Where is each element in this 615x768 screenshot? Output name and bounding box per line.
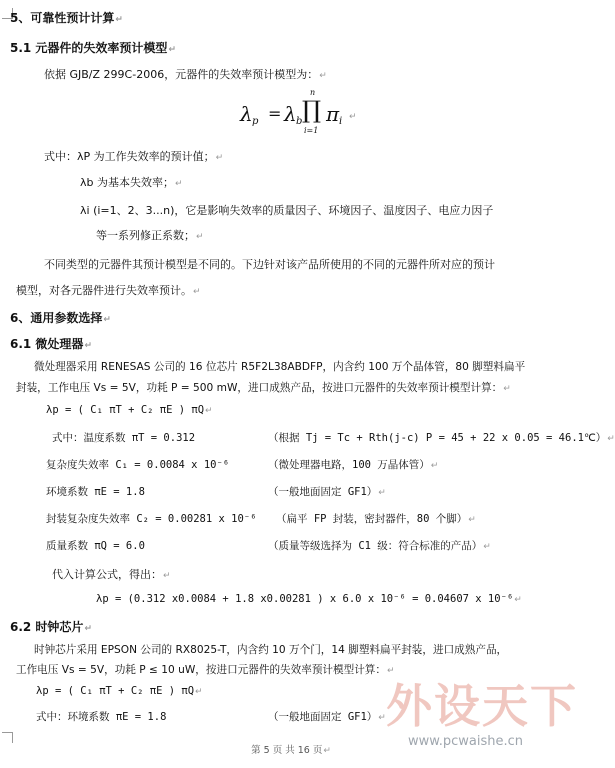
rtc-environment-coefficient: 式中：环境系数 πE = 1.8 [36, 711, 167, 723]
failure-rate-formula [240, 88, 410, 138]
page-number: 第 5 页 共 16 页 [251, 745, 323, 756]
section-5-1-intro: 依据 GJB/Z 299C-2006，元器件的失效率预计模型为：↵ [44, 68, 327, 81]
cpu-substitute-label: 代入计算公式，得出：↵ [52, 568, 171, 581]
formula-product-bottom: i=1 [304, 126, 319, 135]
cpu-failure-rate-result: λp = (0.312 x0.0084 + 1.8 x0.00281 ) x 6.0 x 10⁻⁶ = 0.04607 x 10⁻⁶↵ [96, 593, 522, 605]
cpu-temperature-coefficient: 式中：温度系数 πT = 0.312 [52, 432, 196, 444]
cpu-complexity-rate: 复杂度失效率 C₁ = 0.0084 x 10⁻⁶ [46, 459, 230, 471]
formula-lambda-p-sub: p [252, 116, 259, 127]
formula-lambda-b-sub: b [296, 116, 303, 127]
cpu-environment-note: （一般地面固定 GF1）↵ [268, 486, 386, 498]
section-6-2-heading: 6.2 时钟芯片↵ [10, 620, 92, 634]
section-5-1-paragraph-line1: 不同类型的元器件其预计模型是不同的。下边针对该产品所使用的不同的元器件所对应的预计 [44, 258, 495, 271]
rtc-environment-note: （一般地面固定 GF1）↵ [268, 711, 386, 723]
watermark-url: www.pcwaishe.cn [408, 734, 523, 749]
formula-lambda-p: λ [240, 102, 253, 126]
page-footer: 第 5 页 共 16 页↵ [251, 745, 331, 756]
formula-pi-sub: i [339, 116, 343, 127]
cpu-complexity-note: （微处理器电路，100 万晶体管）↵ [268, 459, 439, 471]
where-lambda-p: 式中：λP 为工作失效率的预计值；↵ [44, 150, 224, 163]
section-5-1-paragraph-line2: 模型，对各元器件进行失效率预计。↵ [16, 284, 201, 297]
cpu-package-note: （扁平 FP 封装，密封器件，80 个脚）↵ [276, 513, 476, 525]
product-symbol-icon: ∏ [302, 96, 322, 124]
section-5-1-heading: 5.1 元器件的失效率预计模型↵ [10, 41, 176, 55]
cpu-package-rate: 封装复杂度失效率 C₂ = 0.00281 x 10⁻⁶ [46, 513, 257, 525]
section-5-heading: 5、可靠性预计计算↵ [10, 11, 123, 25]
section-6-heading: 6、通用参数选择↵ [10, 311, 111, 325]
where-lambda-i-line1: λi (i=1、2、3...n)，它是影响失效率的质量因子、环境因子、温度因子、电应力因子 [80, 204, 494, 217]
formula-lambda-b: λ [284, 102, 297, 126]
paragraph-mark-icon: ↵ [349, 112, 357, 122]
section-6-2-paragraph-line2: 工作电压 Vs = 5V，功耗 P ≤ 10 uW，按进口元器件的失效率预计模型计算：↵ [16, 664, 395, 676]
cpu-temperature-note: （根据 Tj = Tc + Rth(j-c) P = 45 + 22 x 0.05 = 46.1℃）↵ [268, 432, 615, 444]
section-6-1-paragraph-line2: 封装，工作电压 Vs = 5V，功耗 P = 500 mW，进口成熟产品，按进口元器件的失效率预计模型计算：↵ [16, 382, 511, 394]
cpu-quality-coefficient: 质量系数 πQ = 6.0 [46, 540, 145, 552]
formula-pi: π [326, 102, 340, 126]
section-6-2-paragraph-line1: 时钟芯片采用 EPSON 公司的 RX8025-T，内含约 10 万个门，14 脚塑料扁平封装，进口成熟产品， [34, 644, 508, 656]
section-6-1-model: λp = ( C₁ πT + C₂ πE ) πQ↵ [46, 404, 213, 416]
cpu-environment-coefficient: 环境系数 πE = 1.8 [46, 486, 145, 498]
where-lambda-b: λb 为基本失效率；↵ [80, 176, 183, 189]
cpu-quality-note: （质量等级选择为 C1 级：符合标准的产品）↵ [268, 540, 491, 552]
where-lambda-i-line2: 等一系列修正系数；↵ [96, 229, 204, 242]
section-6-2-model: λp = ( C₁ πT + C₂ πE ) πQ↵ [36, 685, 203, 697]
section-6-1-heading: 6.1 微处理器↵ [10, 337, 92, 351]
formula-equals: = [268, 104, 282, 123]
section-6-1-paragraph-line1: 微处理器采用 RENESAS 公司的 16 位芯片 R5F2L38ABDFP，内含约 100 万个晶体管，80 脚塑料扁平 [34, 361, 526, 373]
watermark-brand: 外设天下 [386, 679, 578, 733]
formula-product-top: n [310, 88, 316, 97]
